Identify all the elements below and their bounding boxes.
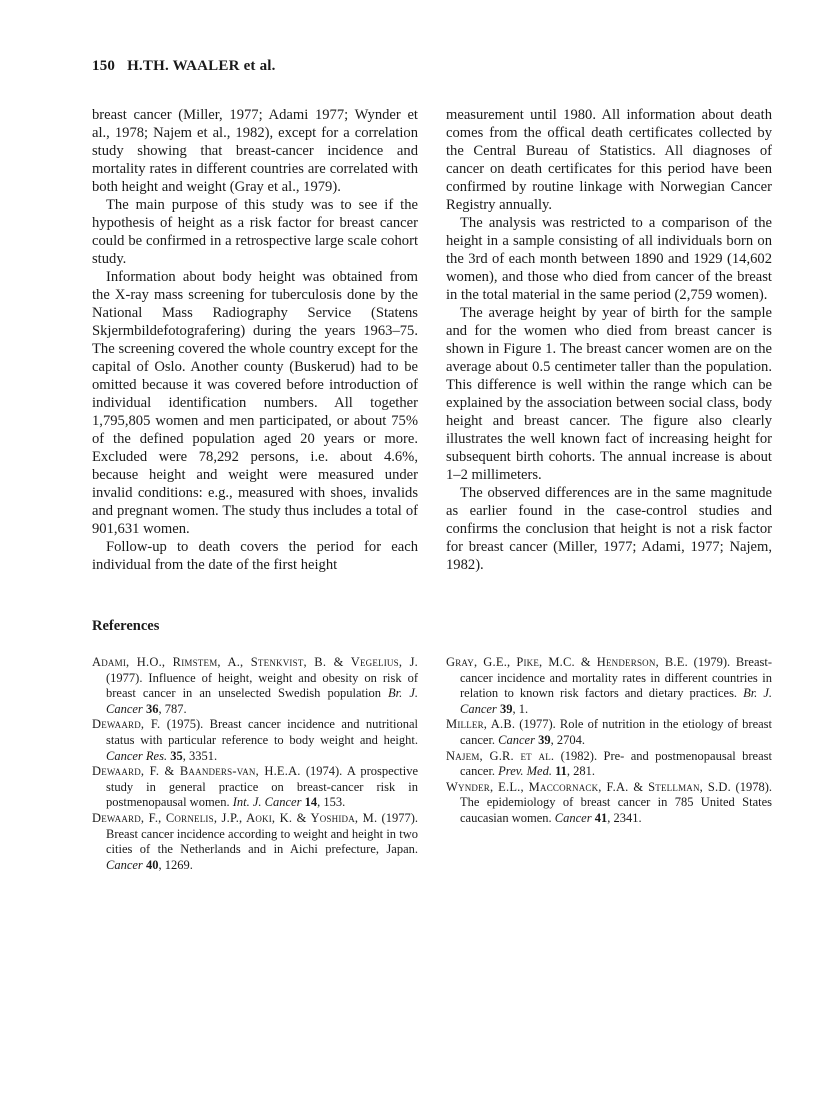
references-column-left [92,655,418,873]
reference-text: (1977). Role of nutrition in the etiology of breast cancer. [460,717,773,747]
reference-journal: Br. J. Cancer [106,686,418,716]
reference-text: (1982). Pre- and postmenopausal breast cancer. [460,748,772,779]
page-number: 150 [92,58,116,74]
reference-text: (1977). Influence of height, weight and obesity on risk of breast cancer in an unselected Swedish population [106,670,418,701]
paragraph: The observed differences are in the same magnitude as earlier found in the case-control studies and confirms the conclusion that height is not a risk factor for breast cancer (Miller, 1977; Adami, 1977; Najem, 1982). [446,485,772,573]
references-column-right [446,655,772,827]
reference-volume: 39 [499,701,513,716]
reference-volume: 40 [145,857,159,872]
paragraph: breast cancer (Miller, 1977; Adami 1977; Wynder et al., 1978; Najem et al., 1982), except for a correlation study showing that breast-cancer incidence and mortality rates in different countries are correlated with both height and weight (Gray et al., 1979). [92,107,418,195]
reference-authors: Dewaard, F. [92,717,161,732]
reference-volume: 35 [170,748,183,763]
reference-item [92,811,418,873]
reference-volume: 41 [594,810,608,825]
reference-pages: , 281. [566,764,596,779]
reference-item [446,749,772,780]
reference-volume: 11 [555,764,567,779]
paragraph: The main purpose of this study was to see if the hypothesis of height as a risk factor for breast cancer could be confirmed in a retrospective large scale cohort study. [92,197,418,267]
running-header [92,58,276,75]
reference-pages: , 153. [317,795,346,810]
reference-authors: Wynder, E.L., Maccornack, F.A. & Stellman, S.D. [446,779,731,794]
reference-item [446,655,772,717]
reference-volume: 36 [145,701,159,716]
reference-journal: Cancer [498,732,535,747]
reference-journal: Prev. Med. [498,764,552,779]
reference-authors: Adami, H.O., Rimstem, A., Stenkvist, B. & Vegelius, J. [92,655,418,669]
paragraph: The average height by year of birth for the sample and for the women who died from breast cancer is shown in Figure 1. The breast cancer women are on the average about 0.5 centimeter taller than the population. This difference is well within the range which can be explained by the association between social class, body height and breast cancer. The figure also clearly illustrates the well known fact of increasing height for subsequent birth cohorts. The annual increase is about 1–2 millimeters. [446,305,772,483]
reference-item [92,764,418,811]
reference-pages: , 2704. [550,732,585,747]
reference-text: (1977). Breast cancer incidence according to weight and height in two cities of the Netherlands and in Aichi prefecture, Japan. [106,810,418,857]
body-column-right [446,106,772,574]
body-column-left [92,106,418,574]
paragraph: Follow-up to death covers the period for each individual from the date of the first height [92,539,418,573]
reference-text: (1979). Breast-cancer incidence and mortality rates in different countries in relation to known risk factors and dietary practices. [460,655,772,701]
reference-pages: , 3351. [182,748,218,763]
reference-volume: 39 [538,732,551,747]
reference-journal: Int. J. Cancer [232,795,302,810]
reference-authors: Miller, A.B. [446,717,516,732]
reference-item [446,780,772,827]
reference-authors: Najem, G.R. et al. [446,748,555,763]
paragraph: The analysis was restricted to a comparison of the height in a sample consisting of all individuals born on the 3rd of each month between 1890 and 1929 (14,602 women), and those who died from cancer of the breast in the total material in the same period (2,759 women). [446,215,772,303]
reference-volume: 14 [304,795,318,810]
reference-item [446,717,772,748]
reference-authors: Gray, G.E., Pike, M.C. & Henderson, B.E. [446,655,688,669]
reference-pages: , 2341. [607,810,642,825]
reference-pages: , 787. [158,701,187,716]
reference-journal: Br. J. Cancer [460,686,772,716]
reference-authors: Dewaard, F., Cornelis, J.P., Aoki, K. & Yoshida, M. [92,810,378,825]
reference-text: (1974). A prospective study in general practice on breast-cancer risk in postmenopausal women. [106,764,418,810]
reference-journal: Cancer [554,810,592,825]
reference-item [92,717,418,764]
paragraph: measurement until 1980. All information about death comes from the offical death certificates collected by the Central Bureau of Statistics. All diagnoses of cancer on death certificates for this period have been confirmed by routine linkage with Norwegian Cancer Registry annually. [446,107,772,213]
reference-text: (1978). The epidemiology of breast cancer in 785 United States caucasian women. [460,779,772,825]
reference-journal: Cancer Res. [106,748,168,763]
references-heading: References [92,618,160,634]
reference-item [92,655,418,717]
reference-journal: Cancer [106,857,143,872]
reference-pages: , 1. [512,701,529,716]
paragraph: Information about body height was obtained from the X-ray mass screening for tuberculosis done by the National Mass Radiography Service (Statens Skjermbildefotografering) during the years 1963–75. The screening covered the whole country except for the capital of Oslo. Another county (Buskerud) had to be omitted because it was covered before introduction of individual identification numbers. All together 1,795,805 women and men participated, or about 75% of the defined population aged 20 years or more. Excluded were 78,292 persons, i.e. about 4.6%, because height and weight were measured under invalid conditions: e.g., measured with shoes, invalids and pregnant women. The study thus includes a total of 901,631 women. [92,269,418,537]
reference-text: (1975). Breast cancer incidence and nutritional status with particular reference to body weight and height. [106,717,418,747]
reference-pages: , 1269. [158,857,193,872]
reference-authors: Dewaard, F. & Baanders-van, H.E.A. [92,764,301,779]
running-title: H.TH. WAALER et al. [127,58,276,74]
